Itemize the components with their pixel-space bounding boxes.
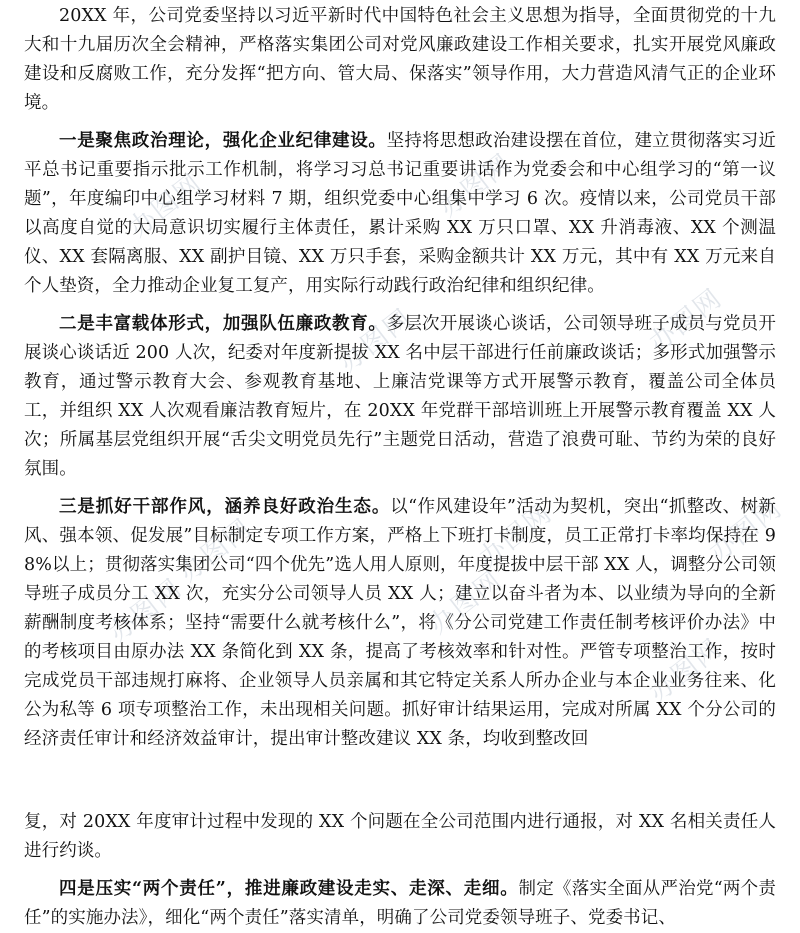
watermark-text: 办图网 — [643, 633, 729, 709]
page-two-content — [24, 808, 776, 933]
paragraph-text: 坚持将思想政治建设摆在首位，建立贯彻落实习近平总书记重要指示批示工作机制，将学习习总书记重要讲话作为党委会和中心组学习的“第一议题”，年度编印中心组学习材料 7 期，组织党委中心组集中学习 6 次。疫情以来，公司党员干部以高度自觉的大局意识切实履行主体责任，累计采购 XX 万只口罩、XX 升消毒液、XX 个测温仪、XX 套隔离服、XX 副护目镜、XX 万只手套，采购金额共计 XX 万元，其中有 XX 万元来自个人垫资，全力推动企业复工复产，用实际行动践行政治纪律和组织纪律。 — [24, 131, 776, 296]
paragraph-lead-heading: 二是丰富载体形式，加强队伍廉政教育。 — [59, 314, 387, 334]
paragraph-point-three-continued — [24, 808, 776, 866]
paragraph-text: 复，对 20XX 年度审计过程中发现的 XX 个问题在全公司范围内进行通报，对 XX 名相关责任人进行约谈。 — [24, 812, 776, 861]
page-break-gap — [24, 754, 776, 808]
watermark-text: 办图网 — [423, 565, 509, 641]
paragraph-point-one — [24, 127, 776, 301]
watermark-text: 办图网 — [333, 303, 419, 379]
page-one-content — [24, 2, 776, 754]
paragraph-text: 以“作风建设年”活动为契机，突出“抓整改、树新风、强本领、促发展”目标制定专项工作方案，严格上下班打卡制度，员工正常打卡率均保持在 98%以上；贯彻落实集团公司“四个优先”选人用人原则，年度提拔中层干部 XX 人，调整分公司领导班子成员分工 XX 次，充实分公司领导人员 XX 人；建立以奋斗者为本、以业绩为导向的全新薪酬制度考核体系；坚持“需要什么就考核什么”，将《分公司党建工作责任制考核评价办法》中的考核项目由原办法 XX 条简化到 XX 条，提高了考核效率和针对性。严管专项整治工作，按时完成党员干部违规打麻将、企业领导人员亲属和其它特定关系人所办企业与本企业业务往来、化公为私等 6 项专项整治工作，未出现相关问题。抓好审计结果运用，完成对所属 XX 个分公司的经济责任审计和经济效益审计，提出审计整改建议 XX 条，均收到整改回 — [24, 497, 776, 749]
paragraph-point-three — [24, 493, 776, 754]
watermark-text: 办图网 — [123, 168, 209, 244]
watermark-text: 办图网 — [433, 148, 519, 224]
paragraph-lead-heading: 一是聚焦政治理论，强化企业纪律建设。 — [59, 131, 387, 151]
paragraph-point-four — [24, 875, 776, 933]
watermark-text: 办图网 — [643, 283, 729, 359]
watermark-text: 办图网 — [473, 498, 559, 574]
paragraph-text: 制定《落实全面从严治党“两个责任”的实施办法》，细化“两个责任”落实清单，明确了公司党委领导班子、党委书记、 — [24, 879, 776, 928]
document-body — [24, 0, 776, 933]
paragraph-intro — [24, 2, 776, 118]
watermark-text: 办图网 — [173, 513, 259, 589]
paragraph-lead-heading: 三是抓好干部作风，涵养良好政治生态。 — [59, 497, 391, 517]
paragraph-point-two — [24, 310, 776, 484]
paragraph-lead-heading: 四是压实“两个责任”，推进廉政建设走实、走深、走细。 — [59, 879, 519, 899]
paragraph-text: 多层次开展谈心谈话，公司领导班子成员与党员开展谈心谈话近 200 人次，纪委对年度新提拔 XX 名中层干部进行任前廉政谈话；多形式加强警示教育，通过警示教育大会、参观教育基地、上廉洁党课等方式开展警示教育，覆盖公司全体员工，并组织 XX 人次观看廉洁教育短片，在 20XX 年党群干部培训班上开展警示教育覆盖 XX 人次；所属基层党组织开展“舌尖文明党员先行”主题党日活动，营造了浪费可耻、节约为荣的良好氛围。 — [24, 314, 776, 479]
paragraph-text: 20XX 年，公司党委坚持以习近平新时代中国特色社会主义思想为指导，全面贯彻党的十九大和十九届历次全会精神，严格落实集团公司对党风廉政建设工作相关要求，扎实开展党风廉政建设和反腐败工作，充分发挥“把方向、管大局、保落实”领导作用，大力营造风清气正的企业环境。 — [24, 6, 776, 113]
watermark-text: 办图网 — [103, 573, 189, 649]
watermark-text: 办图网 — [703, 493, 789, 569]
